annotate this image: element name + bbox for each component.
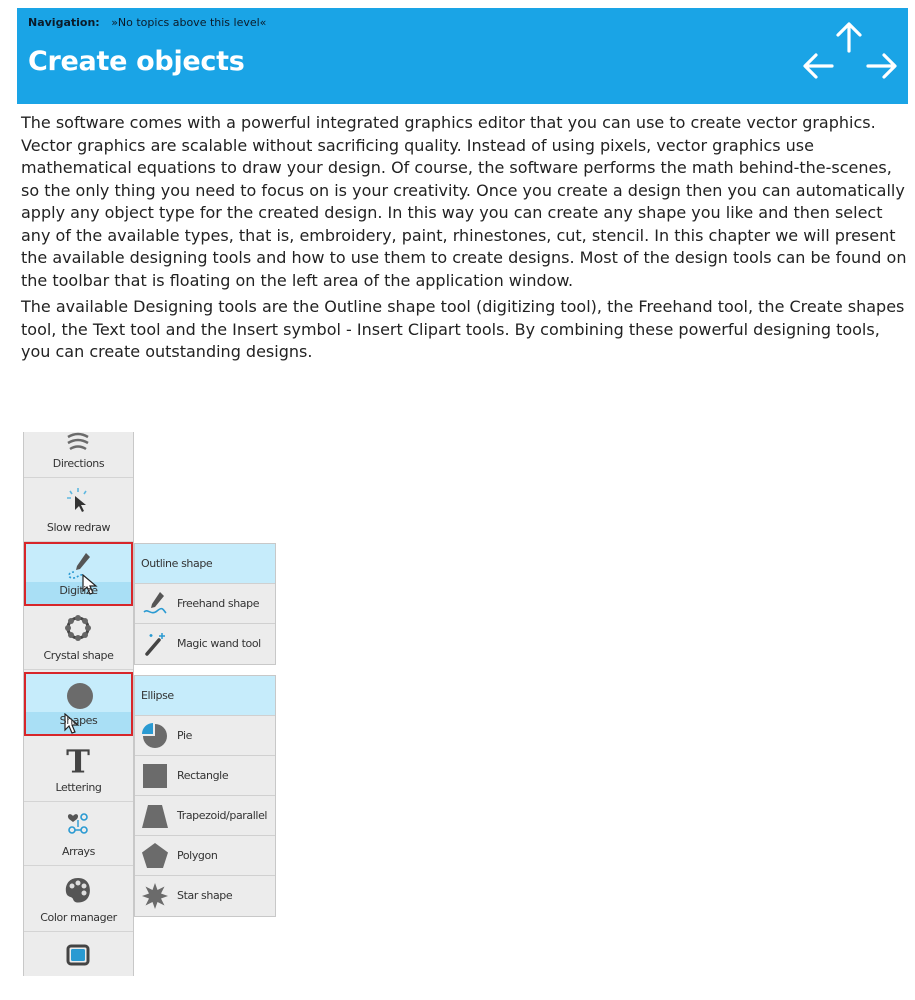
tool-digitize[interactable] xyxy=(24,542,133,606)
directions-icon xyxy=(62,428,94,460)
topic-navigation-arrows xyxy=(800,20,900,90)
tool-label: Lettering xyxy=(55,781,102,794)
menu-item-label: Polygon xyxy=(177,849,218,862)
navigation-label: Navigation: xyxy=(28,16,100,29)
magic-wand-icon xyxy=(141,630,169,658)
tool-label: Directions xyxy=(52,457,105,470)
menu-item-star-shape[interactable] xyxy=(135,876,275,916)
lettering-icon xyxy=(62,744,94,776)
tool-frame[interactable] xyxy=(24,934,133,976)
menu-item-ellipse[interactable] xyxy=(135,676,275,716)
tool-label: Color manager xyxy=(40,911,117,924)
menu-item-magic-wand-tool[interactable] xyxy=(135,624,275,664)
tools-paragraph: The available Designing tools are the Outline shape tool (digitizing tool), the Freehand tool, the Create shapes tool, the Text tool and the Insert symbol - Insert Clipart tools. By combining these powerful designing tools, you can create outstanding designs. xyxy=(21,297,905,361)
menu-item-trapezoid-parallelogram[interactable] xyxy=(135,796,275,836)
tool-directions[interactable] xyxy=(24,432,133,478)
slow-redraw-icon xyxy=(62,484,94,516)
menu-item-label: Star shape xyxy=(177,889,233,902)
navigation-line xyxy=(28,16,266,29)
next-topic-arrow-icon[interactable] xyxy=(864,50,900,82)
menu-item-polygon[interactable] xyxy=(135,836,275,876)
menu-item-label: Trapezoid/parallel xyxy=(177,809,268,822)
tool-label: Shapes xyxy=(59,714,98,727)
tool-color-manager[interactable] xyxy=(24,868,133,932)
pie-icon xyxy=(141,722,169,750)
tool-lettering[interactable] xyxy=(24,738,133,802)
menu-item-label: Freehand shape xyxy=(177,597,260,610)
menu-item-freehand-shape[interactable] xyxy=(135,584,275,624)
tool-arrays[interactable] xyxy=(24,802,133,866)
tool-label: Slow redraw xyxy=(46,521,111,534)
tool-label: Crystal shape xyxy=(43,649,114,662)
tool-label: Digitize xyxy=(59,584,98,597)
menu-item-label: Pie xyxy=(177,729,193,742)
design-toolbar xyxy=(23,432,134,976)
frame-icon xyxy=(62,940,94,972)
freehand-icon xyxy=(141,590,169,618)
menu-item-label: Rectangle xyxy=(177,769,229,782)
shapes-icon xyxy=(64,680,96,712)
menu-item-pie[interactable] xyxy=(135,716,275,756)
menu-item-label: Ellipse xyxy=(141,689,174,702)
menu-item-label: Magic wand tool xyxy=(177,637,261,650)
previous-topic-arrow-icon[interactable] xyxy=(800,50,836,82)
color-manager-icon xyxy=(62,874,94,906)
menu-item-label: Outline shape xyxy=(141,557,213,570)
tool-label: Arrays xyxy=(62,845,95,858)
arrays-icon xyxy=(62,808,94,840)
page-title: Create objects xyxy=(28,46,245,77)
intro-paragraph: The software comes with a powerful integrated graphics editor that you can use to create vector graphics. Vector graphics are scalable without sacrificing quality. Instead of using pixels, vector graphics use mathematical equations to draw your design. Of course, the software performs the math behind-the-scenes, so the only thing you need to focus on is your creativity. Once you create a design then you can automatically apply any object type for the created design. In this way you can create any shape you like and then select any of the available types, that is, embroidery, paint, rhinestones, cut, stencil. In this chapter we will present the available designing tools and how to use them to create designs. Most of the design tools can be found on the toolbar that is floating on the left area of the application window. xyxy=(21,113,907,290)
topic-body xyxy=(21,112,909,368)
svg-text:T: T xyxy=(66,744,90,776)
shapes-flyout-menu xyxy=(134,675,276,917)
star-icon xyxy=(141,882,169,910)
menu-item-outline-shape[interactable] xyxy=(135,544,275,584)
parent-topic-arrow-icon[interactable] xyxy=(833,20,865,54)
tool-shapes[interactable] xyxy=(24,672,133,736)
digitize-flyout-menu xyxy=(134,543,276,665)
tool-crystal-shape[interactable] xyxy=(24,606,133,670)
crystal-shape-icon xyxy=(62,612,94,644)
trapezoid-icon xyxy=(141,802,169,830)
tool-slow-redraw[interactable] xyxy=(24,478,133,542)
rectangle-icon xyxy=(141,762,169,790)
polygon-icon xyxy=(141,842,169,870)
navigation-breadcrumb[interactable]: »No topics above this level« xyxy=(111,16,267,29)
menu-item-rectangle[interactable] xyxy=(135,756,275,796)
topic-header xyxy=(17,8,908,104)
